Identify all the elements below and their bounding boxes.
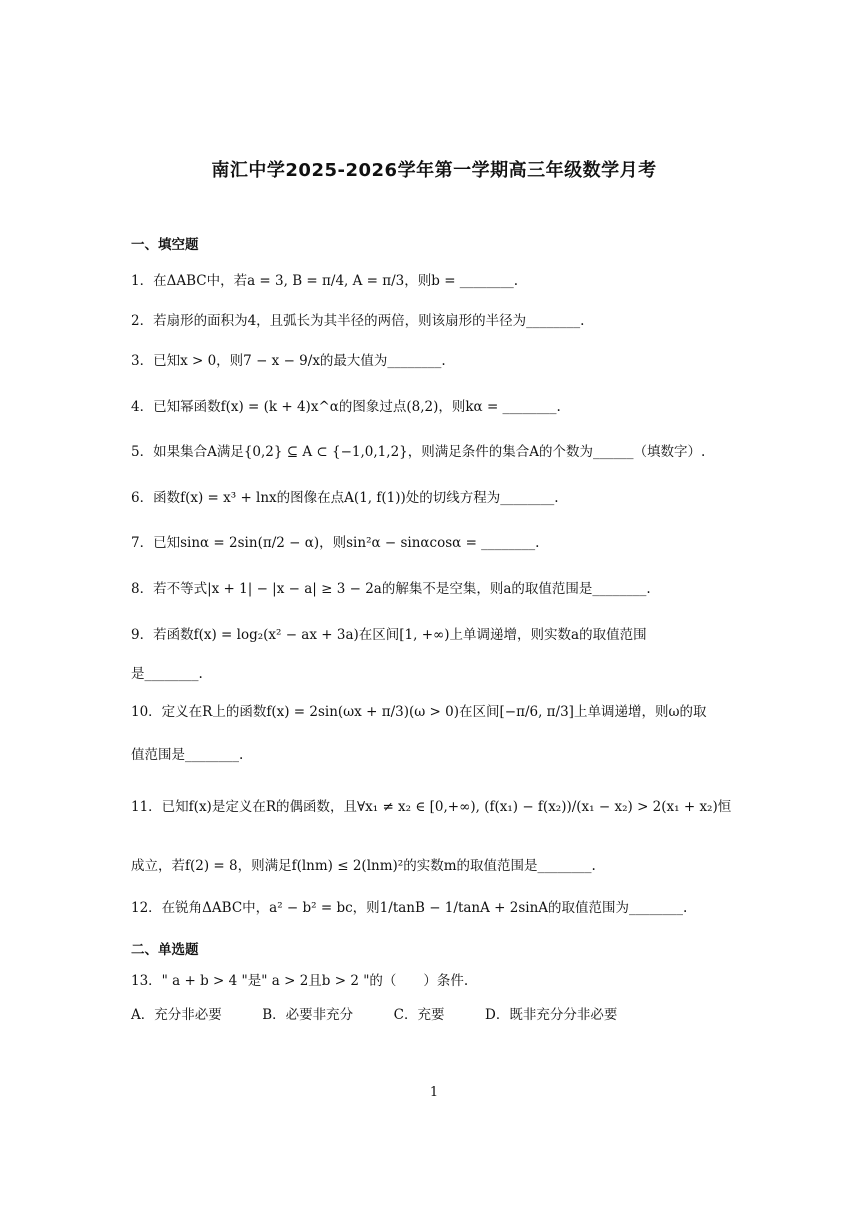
- question-5: 5．如果集合A满足{0,2} ⊆ A ⊂ {−1,0,1,2}，则满足条件的集合A的个数为______（填数字）.: [131, 444, 706, 460]
- question-11-line-1: 11．已知f(x)是定义在R的偶函数，且∀x₁ ≠ x₂ ∈ [0,+∞), (f(x₁) − f(x₂))/(x₁ − x₂) > 2(x₁ + x₂)恒: [131, 799, 732, 815]
- question-12: 12．在锐角ΔABC中，a² − b² = bc，则1/tanB − 1/tanA + 2sinA的取值范围为________.: [131, 900, 688, 916]
- question-10-line-1: 10．定义在R上的函数f(x) = 2sin(ωx + π/3)(ω > 0)在区间[−π/6, π/3]上单调递增，则ω的取: [131, 704, 707, 720]
- question-10-line-2: 值范围是________.: [131, 747, 244, 763]
- question-9-line-1: 9．若函数f(x) = log₂(x² − ax + 3a)在区间[1, +∞)上单调递增，则实数a的取值范围: [131, 627, 647, 643]
- section-single-choice: 二、单选题: [131, 942, 199, 958]
- question-4: 4．已知幂函数f(x) = (k + 4)x^α的图象过点(8,2)，则kα = ________.: [131, 399, 561, 415]
- question-3: 3．已知x > 0，则7 − x − 9/x的最大值为________.: [131, 353, 446, 369]
- question-2: 2．若扇形的面积为4，且弧长为其半径的两倍，则该扇形的半径为________.: [131, 313, 585, 329]
- question-1: 1．在ΔABC中，若a = 3, B = π/4, A = π/3，则b = ________.: [131, 273, 519, 289]
- question-7: 7．已知sinα = 2sin(π/2 − α)，则sin²α − sinαcosα = ________.: [131, 535, 540, 551]
- exam-title: 南汇中学2025-2026学年第一学期高三年级数学月考: [211, 160, 657, 181]
- question-13-options: A．充分非必要 B．必要非充分 C．充要 D．既非充分分非必要: [131, 1007, 618, 1023]
- question-6: 6．函数f(x) = x³ + lnx的图像在点A(1, f(1))处的切线方程为________.: [131, 490, 559, 506]
- question-8: 8．若不等式|x + 1| − |x − a| ≥ 3 − 2a的解集不是空集，则a的取值范围是________.: [131, 581, 651, 597]
- question-11-line-2: 成立，若f(2) = 8，则满足f(lnm) ≤ 2(lnm)²的实数m的取值范围是________.: [131, 858, 596, 874]
- question-9-line-2: 是________.: [131, 666, 203, 682]
- section-fill-blank: 一、填空题: [131, 237, 199, 253]
- page-number: 1: [429, 1085, 439, 1100]
- question-13: 13．" a + b > 4 "是" a > 2且b > 2 "的（ ）条件.: [131, 973, 469, 989]
